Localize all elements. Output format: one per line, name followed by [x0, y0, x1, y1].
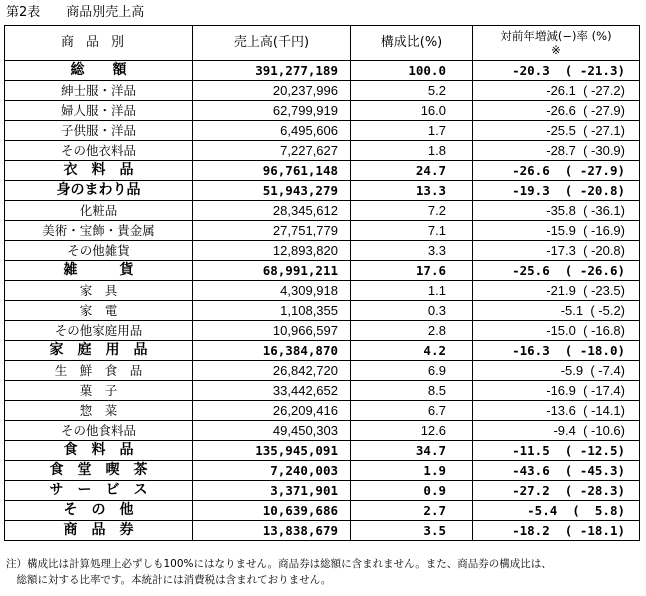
row-name: サ ー ビ ス — [5, 481, 193, 501]
row-sales: 12,893,820 — [193, 241, 351, 261]
row-ratio: 100.0 — [351, 61, 473, 81]
row-name: 紳士服・洋品 — [5, 81, 193, 101]
row-sales: 16,384,870 — [193, 341, 351, 361]
row-name: 食 堂 喫 茶 — [5, 461, 193, 481]
row-sales: 6,495,606 — [193, 121, 351, 141]
row-sales: 28,345,612 — [193, 201, 351, 221]
row-change: -5.4 ( 5.8) — [473, 501, 640, 521]
row-change: -27.2 ( -28.3) — [473, 481, 640, 501]
row-change: -26.6 ( -27.9) — [473, 101, 640, 121]
row-name: 子供服・洋品 — [5, 121, 193, 141]
table-row — [5, 141, 640, 161]
row-change: -11.5 ( -12.5) — [473, 441, 640, 461]
row-sales: 10,966,597 — [193, 321, 351, 341]
row-change: -26.1 ( -27.2) — [473, 81, 640, 101]
row-name: その他食料品 — [5, 421, 193, 441]
sales-table — [4, 25, 640, 541]
row-sales: 13,838,679 — [193, 521, 351, 541]
row-sales: 391,277,189 — [193, 61, 351, 81]
row-change: -25.5 ( -27.1) — [473, 121, 640, 141]
row-name: 惣 菜 — [5, 401, 193, 421]
row-name: 化粧品 — [5, 201, 193, 221]
table-row — [5, 501, 640, 521]
row-change: -13.6 ( -14.1) — [473, 401, 640, 421]
row-ratio: 0.9 — [351, 481, 473, 501]
row-change: -17.3 ( -20.8) — [473, 241, 640, 261]
row-sales: 4,309,918 — [193, 281, 351, 301]
header-change — [473, 26, 640, 61]
table-title: 第2表 商品別売上高 — [6, 5, 145, 20]
table-row — [5, 421, 640, 441]
table-row — [5, 521, 640, 541]
table-row — [5, 361, 640, 381]
row-ratio: 6.7 — [351, 401, 473, 421]
table-row — [5, 461, 640, 481]
row-change: -20.3 ( -21.3) — [473, 61, 640, 81]
table-row — [5, 201, 640, 221]
table-row — [5, 101, 640, 121]
row-sales: 68,991,211 — [193, 261, 351, 281]
table-row — [5, 81, 640, 101]
row-ratio: 17.6 — [351, 261, 473, 281]
header-row — [5, 26, 640, 61]
table-row — [5, 221, 640, 241]
table-body — [5, 61, 640, 541]
row-sales: 7,227,627 — [193, 141, 351, 161]
row-ratio: 3.3 — [351, 241, 473, 261]
table-row — [5, 261, 640, 281]
row-change: -5.1 ( -5.2) — [473, 301, 640, 321]
row-ratio: 1.7 — [351, 121, 473, 141]
row-change: -16.3 ( -18.0) — [473, 341, 640, 361]
row-name: 菓 子 — [5, 381, 193, 401]
row-name: 食 料 品 — [5, 441, 193, 461]
row-ratio: 8.5 — [351, 381, 473, 401]
row-name: 雑 貨 — [5, 261, 193, 281]
row-change: -21.9 ( -23.5) — [473, 281, 640, 301]
row-sales: 51,943,279 — [193, 181, 351, 201]
row-change: -19.3 ( -20.8) — [473, 181, 640, 201]
table-row — [5, 61, 640, 81]
row-name: 身のまわり品 — [5, 181, 193, 201]
row-name: 家 庭 用 品 — [5, 341, 193, 361]
row-sales: 62,799,919 — [193, 101, 351, 121]
row-name: 家 電 — [5, 301, 193, 321]
row-sales: 20,237,996 — [193, 81, 351, 101]
row-sales: 1,108,355 — [193, 301, 351, 321]
row-change: -9.4 ( -10.6) — [473, 421, 640, 441]
row-name: 商 品 券 — [5, 521, 193, 541]
row-sales: 49,450,303 — [193, 421, 351, 441]
row-ratio: 3.5 — [351, 521, 473, 541]
row-name: 家 具 — [5, 281, 193, 301]
row-ratio: 7.2 — [351, 201, 473, 221]
table-row — [5, 441, 640, 461]
row-sales: 7,240,003 — [193, 461, 351, 481]
row-sales: 3,371,901 — [193, 481, 351, 501]
row-ratio: 5.2 — [351, 81, 473, 101]
row-change: -15.0 ( -16.8) — [473, 321, 640, 341]
row-change: -25.6 ( -26.6) — [473, 261, 640, 281]
header-change-label: 対前年増減(−)率 (%) ※ — [500, 29, 612, 57]
row-ratio: 1.1 — [351, 281, 473, 301]
table-row — [5, 301, 640, 321]
row-ratio: 1.9 — [351, 461, 473, 481]
row-change: -16.9 ( -17.4) — [473, 381, 640, 401]
row-ratio: 6.9 — [351, 361, 473, 381]
table-row — [5, 241, 640, 261]
row-ratio: 34.7 — [351, 441, 473, 461]
table-row — [5, 161, 640, 181]
row-name: 美術・宝飾・貴金属 — [5, 221, 193, 241]
row-sales: 26,842,720 — [193, 361, 351, 381]
row-ratio: 2.8 — [351, 321, 473, 341]
header-ratio: 構成比(%) — [351, 26, 473, 61]
row-ratio: 13.3 — [351, 181, 473, 201]
table-row — [5, 401, 640, 421]
row-sales: 96,761,148 — [193, 161, 351, 181]
table-row — [5, 341, 640, 361]
row-ratio: 12.6 — [351, 421, 473, 441]
footnote: 注）構成比は計算処理上必ずしも100%にはなりません。商品券は総額に含まれません。また、商品券の構成比は、 総額に対する比率です。本統計には消費税は含まれておりません。 — [6, 558, 552, 586]
table-row — [5, 381, 640, 401]
row-ratio: 0.3 — [351, 301, 473, 321]
table-row — [5, 321, 640, 341]
row-name: 衣 料 品 — [5, 161, 193, 181]
header-sales: 売上高(千円) — [193, 26, 351, 61]
row-change: -43.6 ( -45.3) — [473, 461, 640, 481]
row-name: 総 額 — [5, 61, 193, 81]
row-change: -26.6 ( -27.9) — [473, 161, 640, 181]
row-name: そ の 他 — [5, 501, 193, 521]
header-item: 商品別 — [5, 26, 193, 61]
row-ratio: 4.2 — [351, 341, 473, 361]
row-ratio: 16.0 — [351, 101, 473, 121]
row-name: その他雑貨 — [5, 241, 193, 261]
row-name: その他衣料品 — [5, 141, 193, 161]
row-sales: 135,945,091 — [193, 441, 351, 461]
row-sales: 10,639,686 — [193, 501, 351, 521]
table-row — [5, 121, 640, 141]
row-change: -35.8 ( -36.1) — [473, 201, 640, 221]
row-change: -5.9 ( -7.4) — [473, 361, 640, 381]
table-row — [5, 481, 640, 501]
row-sales: 33,442,652 — [193, 381, 351, 401]
row-change: -18.2 ( -18.1) — [473, 521, 640, 541]
row-change: -28.7 ( -30.9) — [473, 141, 640, 161]
row-name: 婦人服・洋品 — [5, 101, 193, 121]
row-name: その他家庭用品 — [5, 321, 193, 341]
row-ratio: 2.7 — [351, 501, 473, 521]
row-sales: 26,209,416 — [193, 401, 351, 421]
table-row — [5, 281, 640, 301]
table-row — [5, 181, 640, 201]
row-ratio: 24.7 — [351, 161, 473, 181]
row-ratio: 1.8 — [351, 141, 473, 161]
row-sales: 27,751,779 — [193, 221, 351, 241]
row-ratio: 7.1 — [351, 221, 473, 241]
row-change: -15.9 ( -16.9) — [473, 221, 640, 241]
row-name: 生 鮮 食 品 — [5, 361, 193, 381]
